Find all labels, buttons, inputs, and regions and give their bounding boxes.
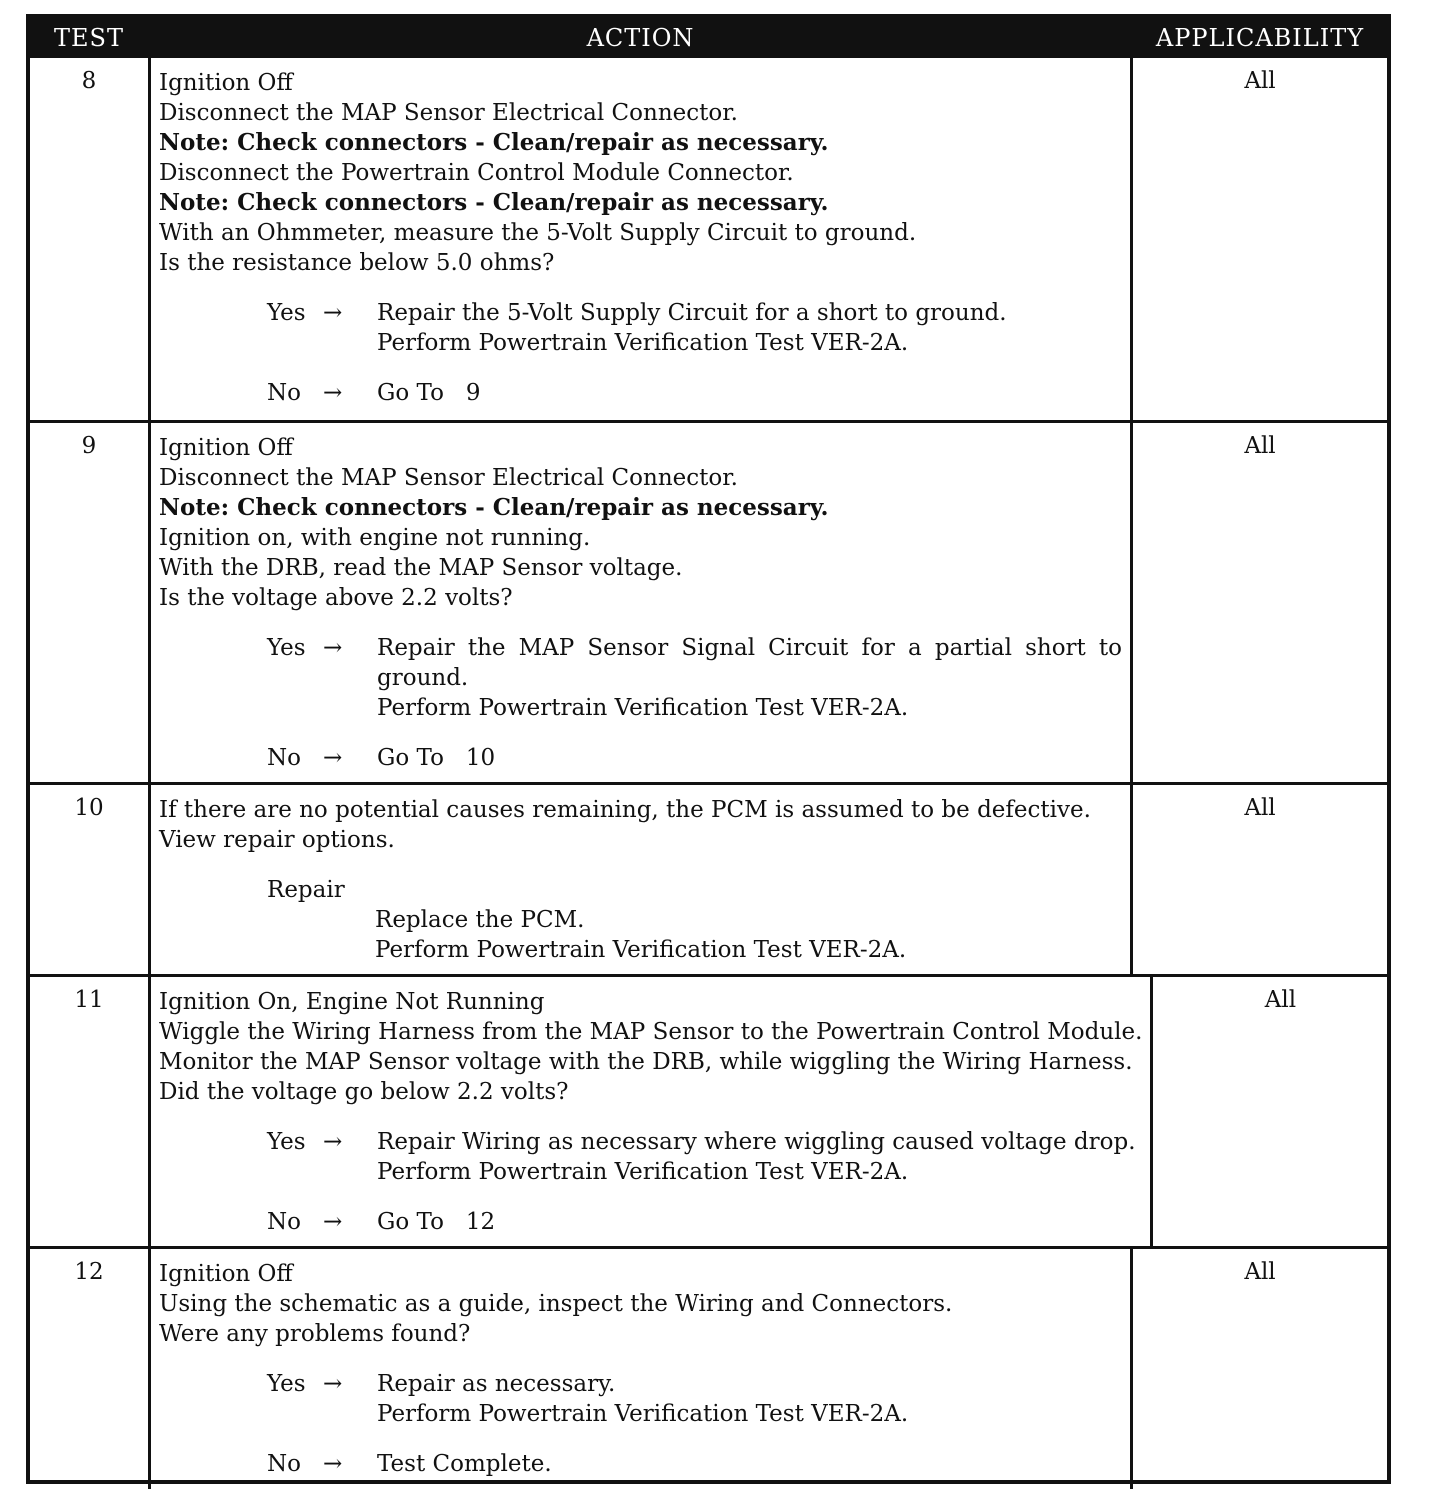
yes-result-verify: Perform Powertrain Verification Test VER-2A. (377, 1401, 909, 1427)
no-result: Test Complete. (377, 1451, 552, 1477)
action-line: Disconnect the MAP Sensor Electrical Connector. (159, 465, 738, 491)
arrow-icon: → (323, 300, 343, 326)
arrow-icon: → (323, 635, 343, 661)
repair-step: Replace the PCM. (375, 907, 585, 933)
diagnostic-test-table (26, 14, 1391, 1484)
no-result: Go To 10 (377, 745, 496, 771)
test-number: 9 (81, 433, 97, 459)
table-row-test-12 (30, 1246, 1387, 1489)
action-cell (148, 1249, 1133, 1489)
header-applicability: APPLICABILITY (1155, 24, 1365, 52)
header-action: ACTION (586, 24, 695, 52)
table-header (30, 18, 1387, 58)
yes-label: Yes (267, 300, 306, 326)
yes-result-verify: Perform Powertrain Verification Test VER-2A. (377, 695, 909, 721)
no-outcome (159, 1449, 1122, 1479)
yes-label: Yes (267, 1371, 306, 1397)
action-question: Is the resistance below 5.0 ohms? (159, 250, 555, 276)
action-note: Note: Check connectors - Clean/repair as necessary. (159, 189, 829, 216)
yes-result: Repair as necessary. (377, 1371, 616, 1397)
action-line: Ignition Off (159, 1261, 293, 1287)
action-line: Disconnect the MAP Sensor Electrical Connector. (159, 100, 738, 126)
action-line: Monitor the MAP Sensor voltage with the DRB, while wiggling the Wiring Harness. (159, 1049, 1133, 1075)
action-cell (148, 785, 1133, 974)
repair-step: Perform Powertrain Verification Test VER-2A. (375, 937, 907, 963)
yes-result: Repair the 5-Volt Supply Circuit for a short to ground. (377, 300, 1007, 326)
test-number: 11 (74, 987, 104, 1013)
action-line: With an Ohmmeter, measure the 5-Volt Supply Circuit to ground. (159, 220, 917, 246)
action-cell (148, 977, 1153, 1246)
yes-result-verify: Perform Powertrain Verification Test VER-2A. (377, 330, 909, 356)
action-question: Were any problems found? (159, 1321, 471, 1347)
table-row-test-10 (30, 782, 1387, 974)
yes-outcome (159, 1369, 1122, 1429)
table-row-test-9 (30, 420, 1387, 782)
applicability-value: All (1244, 1259, 1276, 1285)
arrow-icon: → (323, 1129, 343, 1155)
no-outcome (159, 1207, 1142, 1237)
table-row-test-11 (30, 974, 1387, 1246)
action-line: Disconnect the Powertrain Control Module Connector. (159, 160, 794, 186)
no-result: Go To 9 (377, 380, 481, 406)
applicability-value: All (1244, 68, 1276, 94)
yes-outcome (159, 298, 1122, 358)
yes-outcome (159, 633, 1122, 723)
no-label: No (267, 1209, 301, 1235)
table-row-test-8 (30, 58, 1387, 420)
no-outcome (159, 378, 1122, 408)
yes-outcome (159, 1127, 1142, 1187)
header-test: TEST (54, 24, 124, 52)
arrow-icon: → (323, 745, 343, 771)
no-label: No (267, 745, 301, 771)
arrow-icon: → (323, 380, 343, 406)
action-line: Ignition on, with engine not running. (159, 525, 591, 551)
no-result: Go To 12 (377, 1209, 496, 1235)
action-cell (148, 58, 1133, 420)
repair-label: Repair (267, 877, 345, 903)
action-line: Ignition Off (159, 70, 293, 96)
action-note: Note: Check connectors - Clean/repair as necessary. (159, 494, 829, 521)
yes-label: Yes (267, 635, 306, 661)
yes-result: Repair Wiring as necessary where wiggling caused voltage drop. (377, 1129, 1136, 1155)
no-label: No (267, 1451, 301, 1477)
action-line: View repair options. (159, 827, 395, 853)
yes-label: Yes (267, 1129, 306, 1155)
action-line: Ignition On, Engine Not Running (159, 989, 545, 1015)
no-label: No (267, 380, 301, 406)
action-line: Wiggle the Wiring Harness from the MAP Sensor to the Powertrain Control Module. (159, 1019, 1143, 1045)
action-line: If there are no potential causes remaining, the PCM is assumed to be defective. (159, 797, 1091, 823)
action-cell (148, 423, 1133, 782)
test-number: 12 (74, 1259, 104, 1285)
applicability-value: All (1264, 987, 1297, 1013)
applicability-value: All (1244, 795, 1276, 821)
action-note: Note: Check connectors - Clean/repair as necessary. (159, 129, 829, 156)
arrow-icon: → (323, 1209, 343, 1235)
action-line: Using the schematic as a guide, inspect the Wiring and Connectors. (159, 1291, 953, 1317)
yes-result: Repair the MAP Sensor Signal Circuit for a partial short to ground. (377, 635, 1122, 691)
repair-options (159, 875, 1122, 965)
arrow-icon: → (323, 1451, 343, 1477)
action-line: With the DRB, read the MAP Sensor voltage. (159, 555, 683, 581)
applicability-value: All (1244, 433, 1276, 459)
action-line: Ignition Off (159, 435, 293, 461)
test-number: 8 (81, 68, 97, 94)
action-question: Did the voltage go below 2.2 volts? (159, 1079, 569, 1105)
yes-result-verify: Perform Powertrain Verification Test VER-2A. (377, 1159, 909, 1185)
arrow-icon: → (323, 1371, 343, 1397)
action-question: Is the voltage above 2.2 volts? (159, 585, 513, 611)
no-outcome (159, 743, 1122, 773)
test-number: 10 (74, 795, 104, 821)
